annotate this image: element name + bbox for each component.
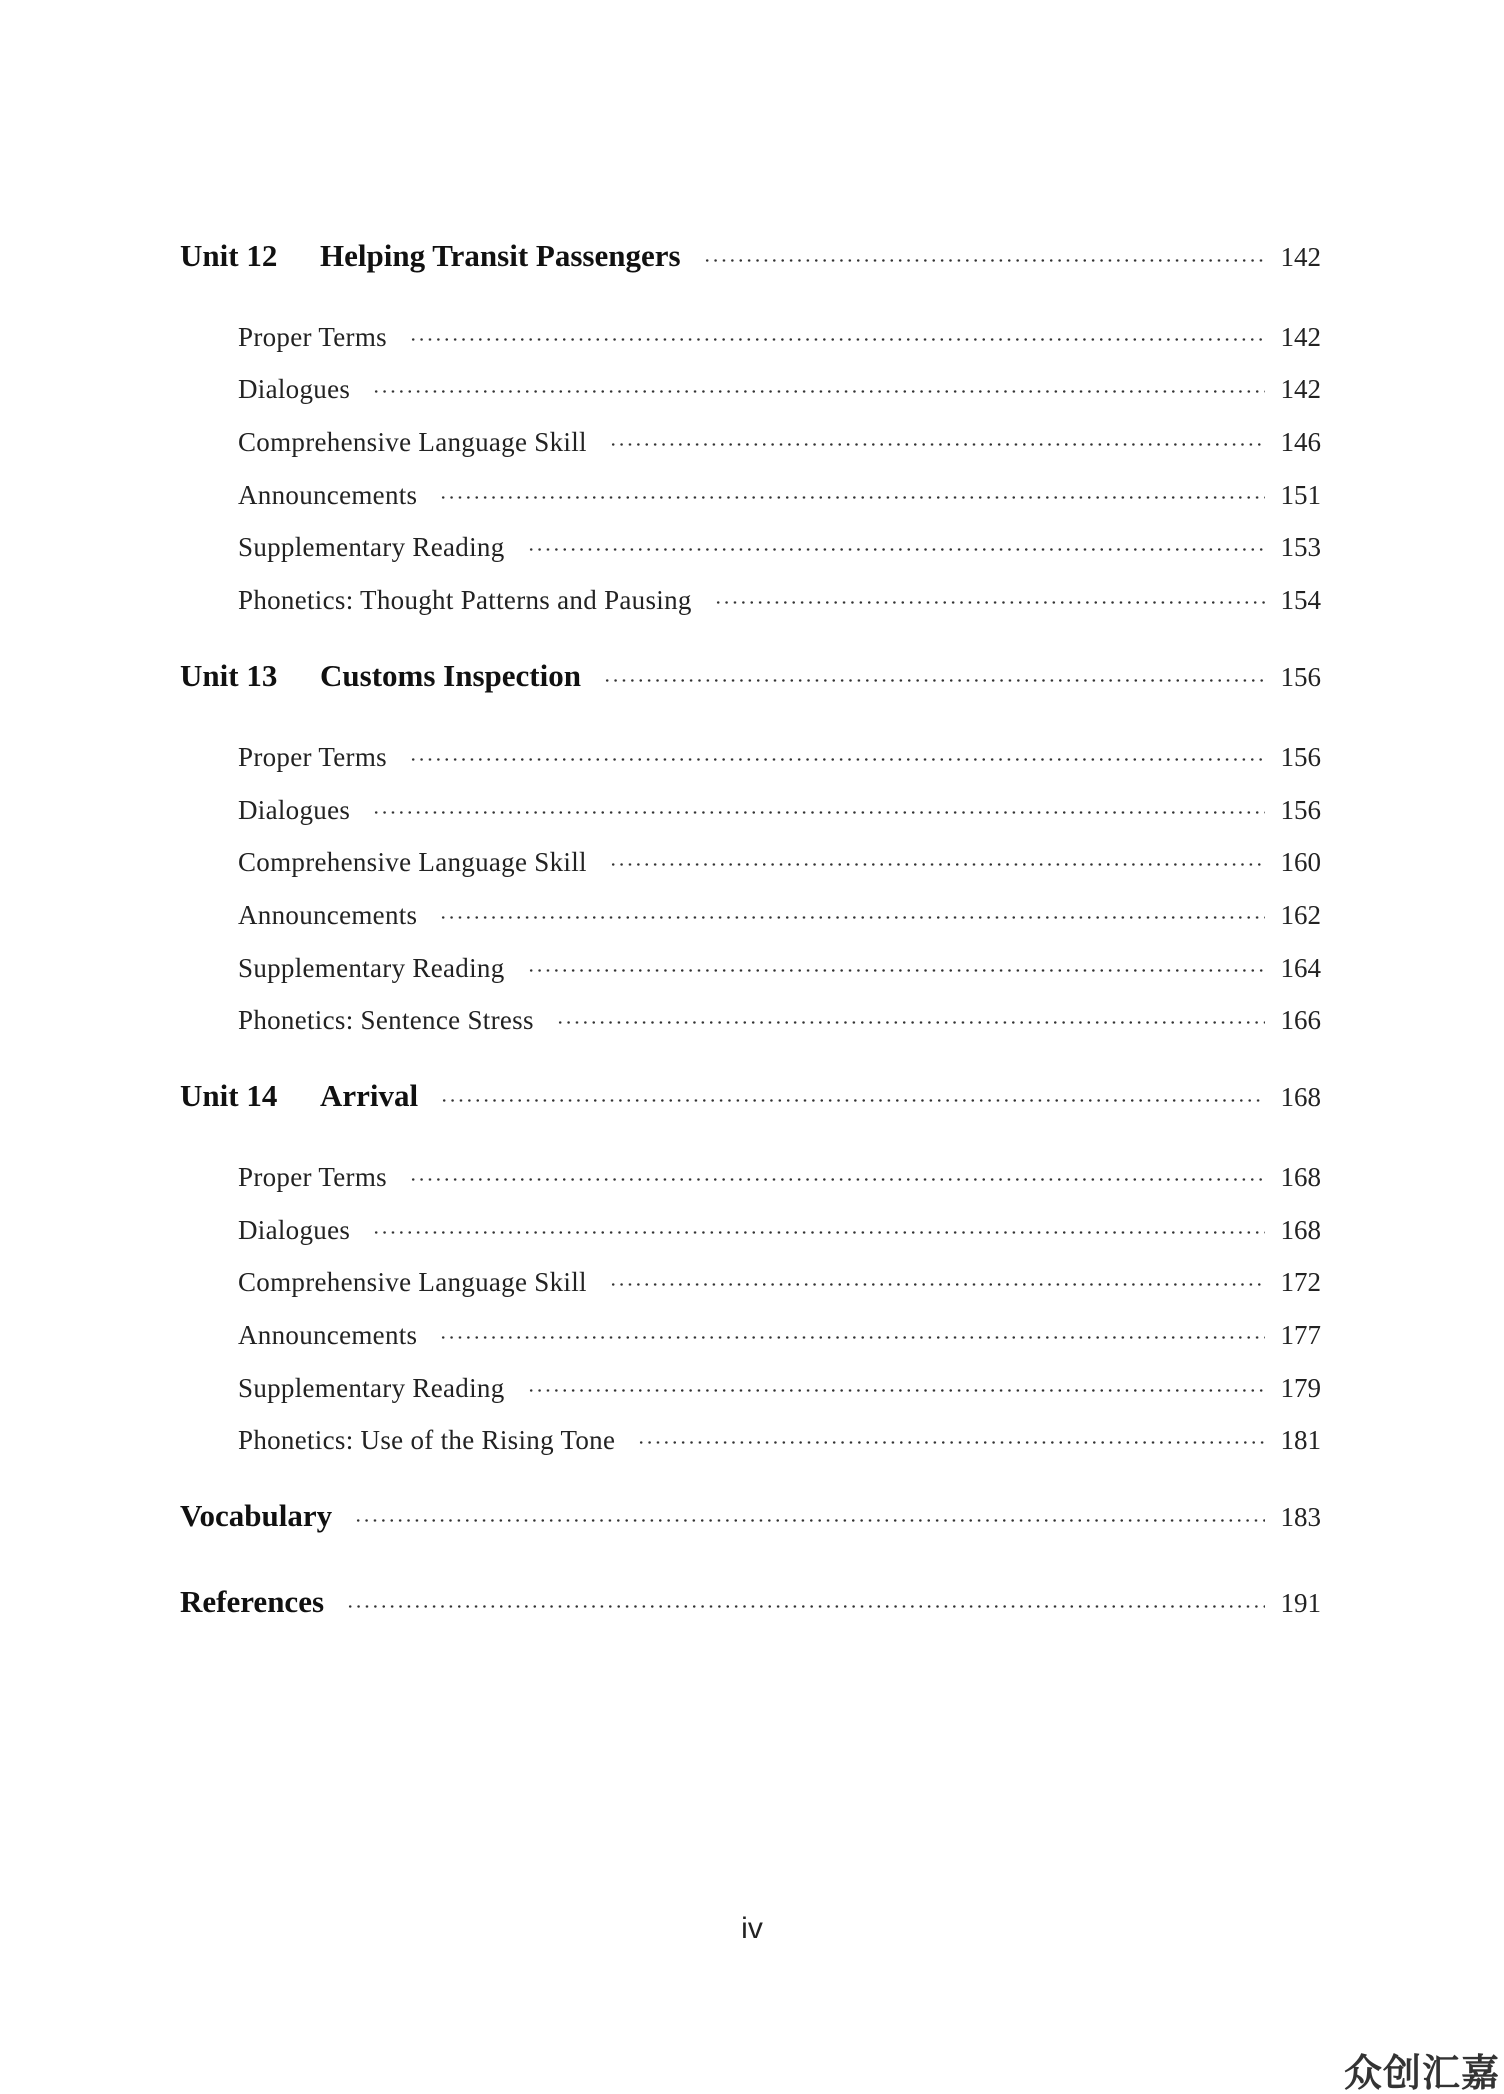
- page-number: 168: [1280, 1162, 1321, 1192]
- page-number: 177: [1280, 1320, 1321, 1350]
- entry-title: Dialogues: [238, 795, 351, 825]
- dot-leader: [703, 259, 1265, 262]
- entry-title: Comprehensive Language Skill: [238, 427, 587, 457]
- entry-title: Phonetics: Use of the Rising Tone: [238, 1425, 616, 1455]
- toc-entry[interactable]: [238, 480, 1321, 511]
- dot-leader: [609, 863, 1265, 866]
- toc-entry[interactable]: [238, 585, 1321, 616]
- unit-title: Arrival: [320, 1078, 419, 1113]
- page-number: 191: [1280, 1588, 1321, 1618]
- page-number: 160: [1280, 847, 1321, 877]
- toc-entry[interactable]: [238, 1425, 1321, 1456]
- toc-entry[interactable]: [238, 742, 1321, 773]
- dot-leader: [439, 496, 1265, 499]
- page-folio: iv: [741, 1912, 763, 1945]
- section-title: References: [180, 1584, 325, 1619]
- dot-leader: [527, 1389, 1266, 1392]
- toc-entry[interactable]: [238, 1373, 1321, 1404]
- entry-title: Supplementary Reading: [238, 532, 505, 562]
- page-number: 164: [1280, 953, 1321, 983]
- entry-title: Announcements: [238, 480, 418, 510]
- dot-leader: [603, 679, 1265, 682]
- entry-title: Dialogues: [238, 1215, 351, 1245]
- page-number: 146: [1280, 427, 1321, 457]
- toc-references[interactable]: [180, 1584, 1321, 1620]
- dot-leader: [372, 811, 1265, 814]
- toc-unit-13[interactable]: [180, 658, 1321, 694]
- dot-leader: [372, 390, 1265, 393]
- unit-number: Unit 12: [180, 238, 278, 273]
- entry-title: Supplementary Reading: [238, 1373, 505, 1403]
- entry-title: Proper Terms: [238, 742, 387, 772]
- page-number: 183: [1280, 1502, 1321, 1532]
- dot-leader: [346, 1605, 1265, 1608]
- toc-entry[interactable]: [238, 953, 1321, 984]
- dot-leader: [439, 916, 1265, 919]
- page-number: 168: [1280, 1082, 1321, 1112]
- page-number: 179: [1280, 1373, 1321, 1403]
- watermark-logo: [1304, 2046, 1504, 2094]
- page-number: 156: [1280, 662, 1321, 692]
- dot-leader: [637, 1441, 1265, 1444]
- page-number: 142: [1280, 242, 1321, 272]
- toc-entry[interactable]: [238, 795, 1321, 826]
- dot-leader: [714, 601, 1265, 604]
- entry-title: Comprehensive Language Skill: [238, 847, 587, 877]
- toc-entry[interactable]: [238, 1162, 1321, 1193]
- dot-leader: [409, 758, 1265, 761]
- toc-entry[interactable]: [238, 1320, 1321, 1351]
- unit-number: Unit 14: [180, 1078, 278, 1113]
- toc-entry[interactable]: [238, 1215, 1321, 1246]
- entry-title: Dialogues: [238, 374, 351, 404]
- svg-text:众创汇嘉: 众创汇嘉: [1343, 2051, 1500, 2094]
- dot-leader: [440, 1099, 1265, 1102]
- entry-title: Phonetics: Thought Patterns and Pausing: [238, 585, 692, 615]
- toc-unit-12[interactable]: [180, 238, 1321, 274]
- dot-leader: [409, 338, 1265, 341]
- dot-leader: [609, 1283, 1265, 1286]
- entry-title: Phonetics: Sentence Stress: [238, 1005, 534, 1035]
- toc-entry[interactable]: [238, 1267, 1321, 1298]
- page-number: 172: [1280, 1267, 1321, 1297]
- page-number: 142: [1280, 374, 1321, 404]
- page-number: 151: [1280, 480, 1321, 510]
- dot-leader: [609, 443, 1265, 446]
- toc-entry[interactable]: [238, 847, 1321, 878]
- toc-unit-14[interactable]: [180, 1078, 1321, 1114]
- page-number: 153: [1280, 532, 1321, 562]
- dot-leader: [372, 1231, 1265, 1234]
- toc-entry[interactable]: [238, 900, 1321, 931]
- toc-entry[interactable]: [238, 374, 1321, 405]
- page-number: 156: [1280, 742, 1321, 772]
- toc-entry[interactable]: [238, 322, 1321, 353]
- page-number: 166: [1280, 1005, 1321, 1035]
- unit-title: Helping Transit Passengers: [320, 238, 681, 273]
- dot-leader: [409, 1178, 1265, 1181]
- entry-title: Proper Terms: [238, 322, 387, 352]
- toc-entry[interactable]: [238, 1005, 1321, 1036]
- unit-title: Customs Inspection: [320, 658, 581, 693]
- entry-title: Announcements: [238, 1320, 418, 1350]
- section-title: Vocabulary: [180, 1498, 333, 1533]
- dot-leader: [556, 1021, 1265, 1024]
- dot-leader: [354, 1519, 1265, 1522]
- dot-leader: [527, 969, 1266, 972]
- dot-leader: [527, 548, 1266, 551]
- toc-entry[interactable]: [238, 427, 1321, 458]
- entry-title: Supplementary Reading: [238, 953, 505, 983]
- page-number: 154: [1280, 585, 1321, 615]
- page-number: 162: [1280, 900, 1321, 930]
- page-number: 181: [1280, 1425, 1321, 1455]
- page-number: 142: [1280, 322, 1321, 352]
- page-number: 156: [1280, 795, 1321, 825]
- unit-number: Unit 13: [180, 658, 278, 693]
- toc-entry[interactable]: [238, 532, 1321, 563]
- entry-title: Proper Terms: [238, 1162, 387, 1192]
- entry-title: Comprehensive Language Skill: [238, 1267, 587, 1297]
- page-number: 168: [1280, 1215, 1321, 1245]
- entry-title: Announcements: [238, 900, 418, 930]
- toc-vocabulary[interactable]: [180, 1498, 1321, 1534]
- dot-leader: [439, 1336, 1265, 1339]
